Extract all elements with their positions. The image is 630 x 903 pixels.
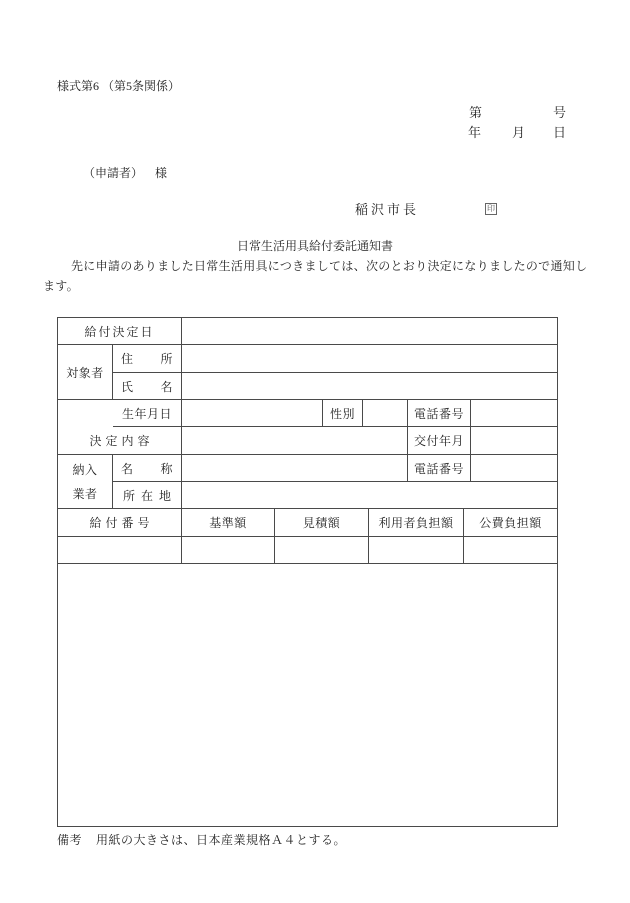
grant-number-value-cell [58,537,182,564]
name-label [113,373,182,400]
date-line [468,122,566,142]
form-code: 様式第6 （第5条関係） [57,79,181,93]
date-year-label: 年 [467,125,481,140]
grant-decision-date-label: 給付決定日 [58,318,182,345]
page-title: 日常生活用具給付委託通知書 [236,239,393,253]
supplier-label-line2: 業者 [72,486,98,501]
user-share-header: 利用者負担額 [369,509,464,537]
applicant-honorific: 様 [155,166,168,180]
supplier-address-label: 所在地 [113,482,182,509]
estimated-amount-value-cell [275,537,369,564]
phone-label: 電話番号 [408,400,471,427]
grant-form-table [57,317,558,827]
supplier-name-value-cell [182,455,408,482]
doc-number-block [468,102,566,142]
doc-number-suffix: 号 [552,105,566,120]
remarks-label: 備考 [57,833,83,847]
supplier-label-line1: 納入 [72,462,98,477]
doc-number-line [468,102,566,122]
address-label-text: 住 所 [121,352,173,366]
date-day-label: 日 [552,125,566,140]
name-label-text: 氏 名 [121,379,173,394]
decision-label: 決定内容 [58,427,182,455]
sex-label: 性別 [323,400,363,427]
grant-decision-date-value-cell [182,318,557,345]
decision-value-cell [182,427,408,455]
body-paragraph-line2: ます。 [43,279,79,293]
birthdate-value-cell [182,400,323,427]
doc-number-prefix: 第 [468,105,482,120]
public-share-header: 公費負担額 [464,509,557,537]
address-value-cell [182,345,557,373]
supplier-name-label-text: 名 称 [121,461,173,476]
seal-mark-icon: 印 [487,203,496,213]
body-paragraph-line1: 先に申請のありました日常生活用具につきましては、次のとおり決定になりましたので通知し [71,259,588,273]
supplier-phone-label: 電話番号 [408,455,471,482]
applicant-label: （申請者） [83,166,144,180]
name-value-cell [182,373,557,400]
standard-amount-value-cell [182,537,275,564]
date-month-label: 月 [511,125,525,140]
blank-detail-area [58,564,557,826]
subject-label: 対象者 [58,345,113,400]
issue-month-value-cell [471,427,557,455]
applicant-line [83,164,167,181]
grant-number-header: 給付番号 [58,509,182,537]
supplier-label [58,455,113,509]
standard-amount-header: 基準額 [182,509,275,537]
issue-month-label: 交付年月 [408,427,471,455]
mayor-line [355,199,497,218]
supplier-address-value-cell [182,482,557,509]
birthdate-label: 生年月日 [113,400,182,427]
phone-value-cell [471,400,557,427]
estimated-amount-header: 見積額 [275,509,369,537]
remarks-text: 用紙の大きさは、日本産業規格Ａ４とする。 [96,833,347,847]
body-paragraph [43,256,588,296]
supplier-phone-value-cell [471,455,557,482]
mayor-title: 稲沢市長 [355,202,420,217]
remarks-note [57,831,346,848]
address-label [113,345,182,373]
supplier-name-label [113,455,182,482]
user-share-value-cell [369,537,464,564]
public-share-value-cell [464,537,557,564]
sex-value-cell [363,400,408,427]
